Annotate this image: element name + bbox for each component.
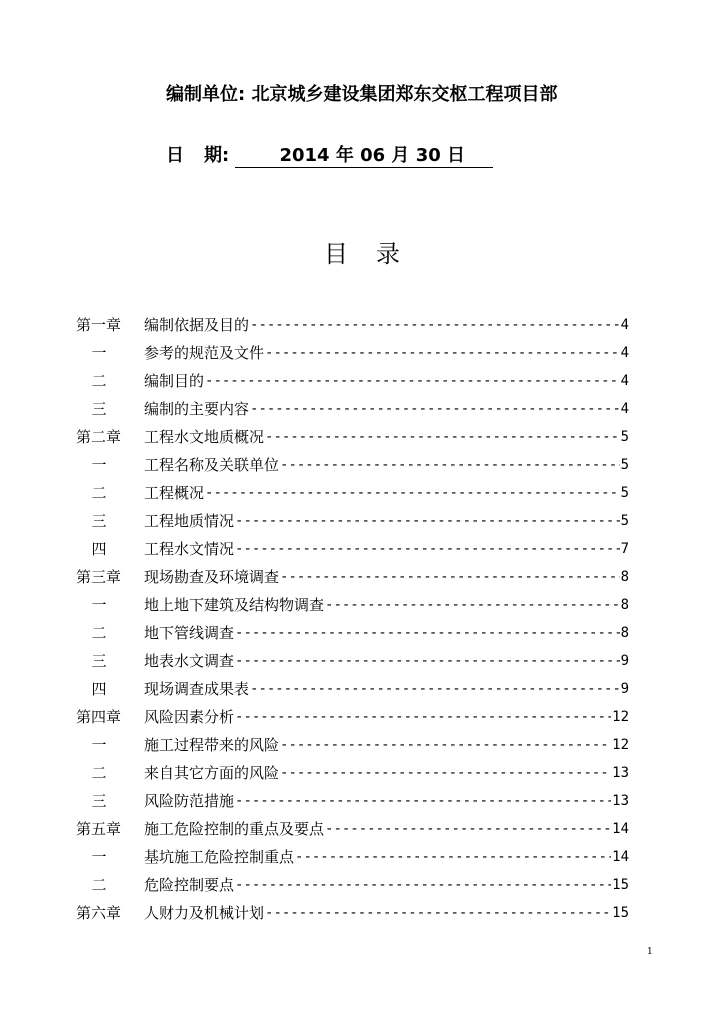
toc-entry[interactable] xyxy=(76,899,629,927)
toc-entry-number: 一 xyxy=(91,344,107,362)
toc-entry[interactable] xyxy=(76,647,629,675)
date-label-char-2: 期: xyxy=(204,145,230,166)
toc-entry-title: 工程名称及关联单位 xyxy=(144,456,280,474)
toc-entry-page: 5 xyxy=(620,485,629,501)
toc-entry-title: 施工危险控制的重点及要点 xyxy=(144,820,325,838)
toc-entry-leader xyxy=(325,591,620,619)
toc-entry-leader xyxy=(235,647,620,675)
toc-entry-number: 一 xyxy=(91,456,107,474)
toc-entry-leader xyxy=(235,535,620,563)
toc-entry-leader xyxy=(250,675,620,703)
date-line xyxy=(166,141,724,168)
toc-entry-title: 基坑施工危险控制重点 xyxy=(144,848,295,866)
toc-entry-leader xyxy=(235,703,611,731)
toc-entry-number: 一 xyxy=(91,848,107,866)
toc-entry[interactable] xyxy=(76,395,629,423)
toc-entry-leader xyxy=(265,899,611,927)
toc-entry-page: 8 xyxy=(620,569,629,585)
toc-entry-page: 15 xyxy=(612,905,629,921)
toc-entry[interactable] xyxy=(76,451,629,479)
toc-entry-title: 工程概况 xyxy=(144,484,205,502)
toc-entry-leader xyxy=(325,815,611,843)
toc-entry-leader xyxy=(205,367,620,395)
toc-entry[interactable] xyxy=(76,787,629,815)
toc-entry-title: 参考的规范及文件 xyxy=(144,344,265,362)
toc-entry-number: 二 xyxy=(91,372,107,390)
toc-entry-page: 14 xyxy=(612,821,629,837)
date-label-char-1: 日 xyxy=(166,145,184,166)
toc-entry-title: 风险防范措施 xyxy=(144,792,235,810)
toc-entry-title: 施工过程带来的风险 xyxy=(144,736,280,754)
toc-entry-page: 8 xyxy=(620,625,629,641)
toc-entry-number: 一 xyxy=(91,736,107,754)
toc-entry-title: 工程水文地质概况 xyxy=(144,428,265,446)
toc-entry-leader xyxy=(235,787,611,815)
toc-entry-leader xyxy=(265,423,620,451)
compiling-unit-label: 编制单位: xyxy=(166,84,246,105)
compiling-unit xyxy=(166,80,724,106)
toc-entry-leader xyxy=(250,395,620,423)
toc-entry-page: 7 xyxy=(620,541,629,557)
toc-entry-number: 二 xyxy=(91,876,107,894)
toc-entry-title: 现场勘查及环境调查 xyxy=(144,568,280,586)
toc-entry-title: 现场调查成果表 xyxy=(144,680,250,698)
toc-entry[interactable] xyxy=(76,479,629,507)
toc-entry-leader xyxy=(280,451,620,479)
toc-entry-number: 三 xyxy=(91,512,107,530)
toc-entry-page: 13 xyxy=(612,765,629,781)
toc-entry-page: 12 xyxy=(612,737,629,753)
toc-entry-leader xyxy=(265,339,620,367)
toc-entry-title: 编制依据及目的 xyxy=(144,316,250,334)
toc-entry-leader xyxy=(280,731,611,759)
toc-entry[interactable] xyxy=(76,423,629,451)
toc-entry[interactable] xyxy=(76,367,629,395)
toc-entry-title: 编制的主要内容 xyxy=(144,400,250,418)
toc-entry-page: 15 xyxy=(612,877,629,893)
toc-entry[interactable] xyxy=(76,591,629,619)
toc-entry-title: 风险因素分析 xyxy=(144,708,235,726)
compiling-unit-value: 北京城乡建设集团郑东交枢工程项目部 xyxy=(251,84,558,105)
toc-entry[interactable] xyxy=(76,311,629,339)
toc-entry-number: 第二章 xyxy=(76,428,122,446)
toc-entry-page: 4 xyxy=(620,373,629,389)
toc-entry-number: 第五章 xyxy=(76,820,122,838)
toc-entry-title: 人财力及机械计划 xyxy=(144,904,265,922)
page-number: 1 xyxy=(647,947,653,957)
toc-entry-number: 四 xyxy=(91,540,107,558)
toc-entry-page: 4 xyxy=(620,401,629,417)
toc-entry-title: 危险控制要点 xyxy=(144,876,235,894)
toc-entry-page: 4 xyxy=(620,317,629,333)
toc-entry[interactable] xyxy=(76,339,629,367)
toc-entry-page: 5 xyxy=(620,429,629,445)
toc-entry-page: 8 xyxy=(620,597,629,613)
toc-entry-number: 二 xyxy=(91,484,107,502)
toc-entry-leader xyxy=(205,479,620,507)
toc-entry[interactable] xyxy=(76,675,629,703)
toc-entry-number: 二 xyxy=(91,764,107,782)
toc-entry-leader xyxy=(280,563,620,591)
table-of-contents xyxy=(76,311,629,927)
toc-entry-leader xyxy=(235,619,620,647)
toc-entry[interactable] xyxy=(76,507,629,535)
toc-entry-title: 工程水文情况 xyxy=(144,540,235,558)
toc-entry-number: 第一章 xyxy=(76,316,122,334)
toc-entry[interactable] xyxy=(76,871,629,899)
toc-entry-number: 三 xyxy=(91,652,107,670)
toc-entry[interactable] xyxy=(76,703,629,731)
toc-heading: 目录 xyxy=(324,240,428,268)
toc-entry-number: 第四章 xyxy=(76,708,122,726)
toc-entry-leader xyxy=(235,871,611,899)
toc-entry-page: 14 xyxy=(612,849,629,865)
toc-entry-leader xyxy=(235,507,620,535)
toc-entry[interactable] xyxy=(76,535,629,563)
toc-entry[interactable] xyxy=(76,759,629,787)
toc-entry-leader xyxy=(295,843,611,871)
toc-entry-title: 地表水文调查 xyxy=(144,652,235,670)
toc-entry-leader xyxy=(280,759,611,787)
toc-entry-title: 编制目的 xyxy=(144,372,205,390)
toc-entry-number: 第三章 xyxy=(76,568,122,586)
toc-entry[interactable] xyxy=(76,815,629,843)
toc-entry-title: 地上地下建筑及结构物调查 xyxy=(144,596,325,614)
toc-entry-number: 三 xyxy=(91,792,107,810)
toc-entry-number: 三 xyxy=(91,400,107,418)
toc-entry-page: 4 xyxy=(620,345,629,361)
toc-entry-page: 9 xyxy=(620,653,629,669)
toc-entry[interactable] xyxy=(76,563,629,591)
toc-entry-title: 工程地质情况 xyxy=(144,512,235,530)
toc-entry[interactable] xyxy=(76,731,629,759)
toc-entry-number: 一 xyxy=(91,596,107,614)
toc-entry-leader xyxy=(250,311,620,339)
toc-entry-page: 12 xyxy=(612,709,629,725)
toc-entry-number: 第六章 xyxy=(76,904,122,922)
toc-entry[interactable] xyxy=(76,843,629,871)
toc-entry-page: 5 xyxy=(620,513,629,529)
toc-entry-page: 5 xyxy=(620,457,629,473)
toc-entry-number: 二 xyxy=(91,624,107,642)
toc-entry-title: 地下管线调查 xyxy=(144,624,235,642)
date-value: 2014 年 06 月 30 日 xyxy=(235,145,493,168)
toc-entry-page: 13 xyxy=(612,793,629,809)
toc-entry-page: 9 xyxy=(620,681,629,697)
toc-entry-number: 四 xyxy=(91,680,107,698)
toc-entry-title: 来自其它方面的风险 xyxy=(144,764,280,782)
toc-entry[interactable] xyxy=(76,619,629,647)
